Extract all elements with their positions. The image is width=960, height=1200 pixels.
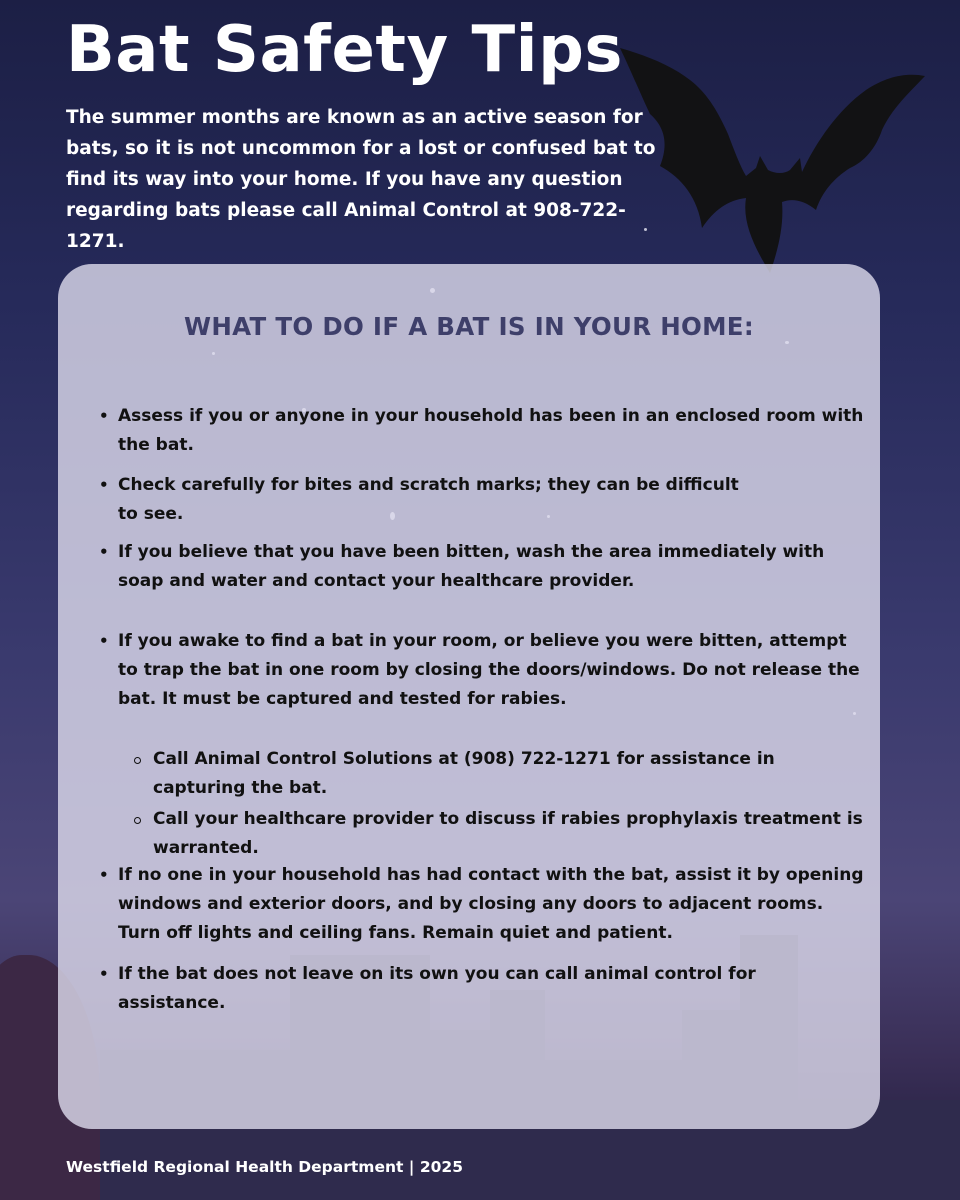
sub-tip-item: Call Animal Control Solutions at (908) 722-1271 for assistance in capturing the bat. [153,745,871,803]
tips-panel [58,264,880,1129]
intro-paragraph: The summer months are known as an active season for bats, so it is not uncommon for a lost or confused bat to find its way into your home. If you have any question regarding bats please call Animal Control at 908-722-1271. [66,107,656,252]
tip-item: • If no one in your household has had contact with the bat, assist it by opening windows and exterior doors, and by closing any doors to adjacent rooms. Turn off lights and ceiling fans. Remain quiet and patient. [118,861,870,948]
panel-heading: WHAT TO DO IF A BAT IS IN YOUR HOME: [184,312,754,341]
tip-item: • Check carefully for bites and scratch marks; they can be difficult to see. [118,471,758,529]
bat-silhouette-icon [620,38,925,273]
tip-item: • If the bat does not leave on its own you can call animal control for assistance. [118,960,798,1018]
tip-item: • If you awake to find a bat in your room, or believe you were bitten, attempt to trap the bat in one room by closing the doors/windows. Do not release the bat. It must be captured and tested for rabies. [118,627,870,714]
tip-item: • Assess if you or anyone in your household has been in an enclosed room with the bat. [118,402,870,460]
page-title: Bat Safety Tips [66,13,623,87]
tip-item: • If you believe that you have been bitten, wash the area immediately with soap and water and contact your healthcare provider. [118,538,870,596]
footer-credit: Westfield Regional Health Department | 2025 [66,1158,463,1176]
sub-tip-item: Call your healthcare provider to discuss if rabies prophylaxis treatment is warranted. [153,805,871,863]
